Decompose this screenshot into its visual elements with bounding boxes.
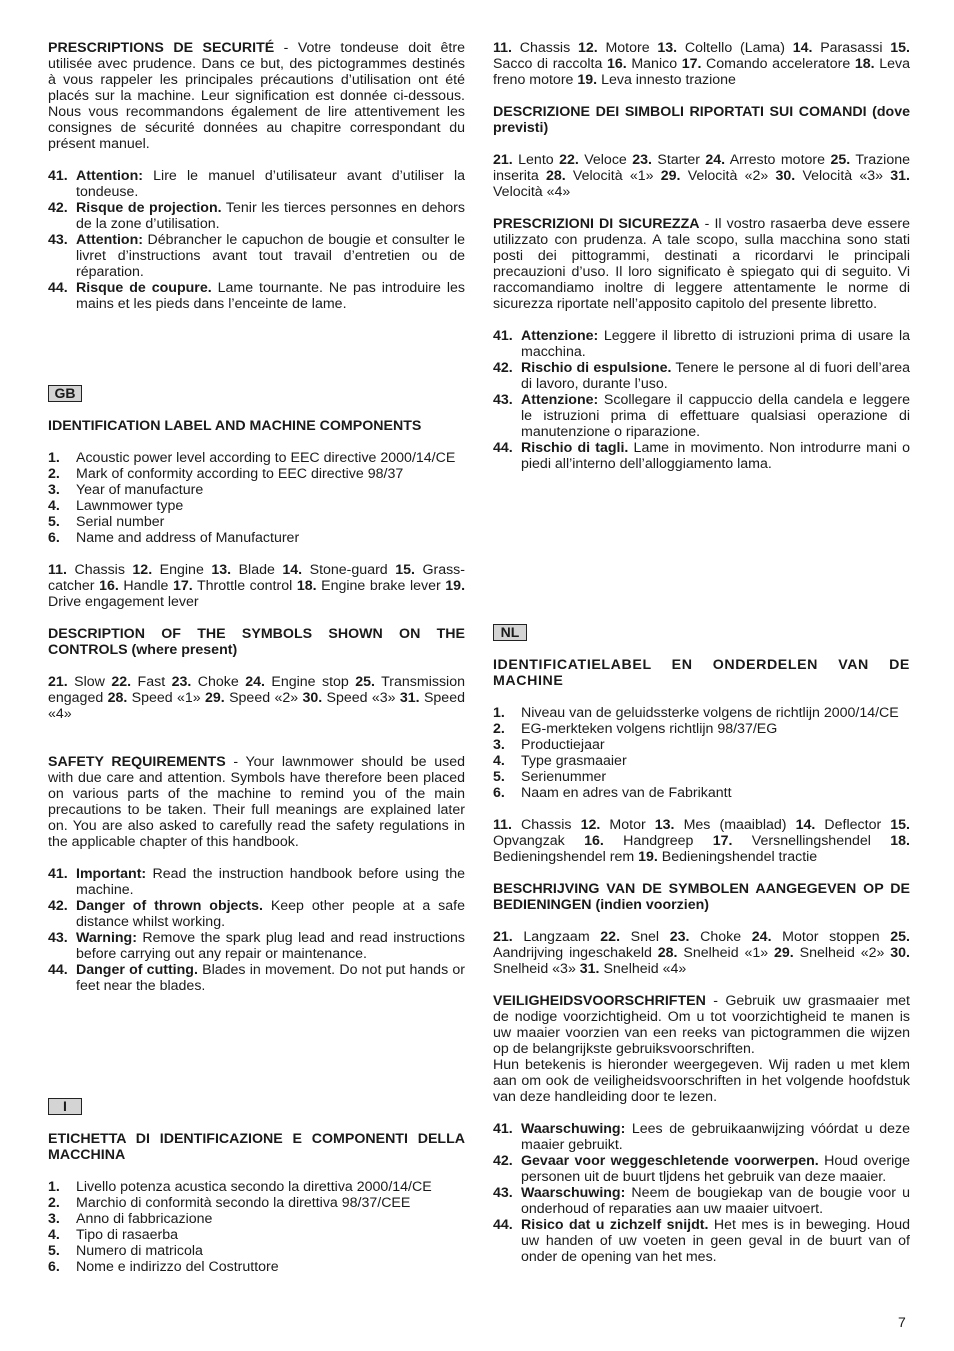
list-item xyxy=(48,168,465,200)
component-number: 12. xyxy=(580,817,601,833)
item-text: Livello potenza acustica secondo la direttiva 2000/14/CE xyxy=(76,1179,432,1195)
item-text: Keep other people at a safe distance whilst working. xyxy=(76,898,465,930)
gb-label-heading: IDENTIFICATION LABEL AND MACHINE COMPONENTS xyxy=(48,418,422,434)
symbol-text: Velocità «1» xyxy=(565,168,661,184)
item-number: 6. xyxy=(48,1259,60,1275)
symbol-text: Lento xyxy=(512,152,560,168)
item-label: Risque de coupure. xyxy=(76,280,212,296)
list-item xyxy=(493,1153,910,1185)
item-text: Name and address of Manufacturer xyxy=(76,530,300,546)
component-text: Coltello (Lama) xyxy=(677,40,793,56)
list-item xyxy=(48,200,465,232)
list-item xyxy=(48,898,465,930)
symbol-text: Trazione inserita xyxy=(493,152,910,184)
gb-symbols xyxy=(48,674,465,722)
component-number: 14. xyxy=(282,562,303,578)
list-item xyxy=(493,392,910,440)
list-item xyxy=(48,1211,465,1227)
list-item xyxy=(493,440,910,472)
symbol-text: Snel xyxy=(620,929,670,945)
component-number: 15. xyxy=(890,817,911,833)
symbol-text: Speed «4» xyxy=(48,690,465,722)
symbol-number: 24. xyxy=(245,674,265,690)
symbol-number: 24. xyxy=(751,929,772,945)
item-text: Nome e indirizzo del Costruttore xyxy=(76,1259,279,1275)
it-label-heading: ETICHETTA DI IDENTIFICAZIONE E COMPONENTI DELLA MACCHINA xyxy=(48,1131,465,1163)
component-number: 14. xyxy=(795,817,816,833)
item-number: 42. xyxy=(493,1153,513,1169)
component-text: Deflector xyxy=(815,817,891,833)
component-number: 13. xyxy=(654,817,675,833)
list-item xyxy=(493,360,910,392)
symbol-number: 31. xyxy=(399,690,420,706)
item-text: Anno di fabbricazione xyxy=(76,1211,213,1227)
item-text: Tenir les tierces personnes en dehors de la zone d’utilisation. xyxy=(76,200,465,232)
item-text: Year of manufacture xyxy=(76,482,204,498)
it-components xyxy=(493,40,910,88)
component-number: 19. xyxy=(638,849,658,865)
symbol-number: 28. xyxy=(545,168,566,184)
nl-components xyxy=(493,817,910,865)
fr-safety-intro xyxy=(48,40,465,152)
gb-symbols-heading: DESCRIPTION OF THE SYMBOLS SHOWN ON THE CONTROLS (where present) xyxy=(48,626,465,658)
it-safety-title: PRESCRIZIONI DI SICUREZZA xyxy=(493,216,700,232)
symbol-number: 22. xyxy=(600,929,621,945)
item-number: 43. xyxy=(493,1185,513,1201)
item-text: Read the instruction handbook before using the machine. xyxy=(76,866,465,898)
list-item xyxy=(493,721,910,737)
item-number: 4. xyxy=(493,753,505,769)
item-number: 6. xyxy=(493,785,505,801)
item-text: Acoustic power level according to EEC directive 2000/14/CE xyxy=(76,450,456,466)
it-safety-intro xyxy=(493,216,910,312)
component-text: Leva innesto trazione xyxy=(597,72,736,88)
list-item xyxy=(493,328,910,360)
item-label: Rischio di espulsione. xyxy=(521,360,672,376)
item-label: Rischio di tagli. xyxy=(521,440,629,456)
list-item xyxy=(48,450,465,466)
list-item xyxy=(493,737,910,753)
item-text: Type grasmaaier xyxy=(521,753,627,769)
symbol-number: 25. xyxy=(890,929,910,945)
component-number: 12. xyxy=(577,40,598,56)
component-text: Versnellingshendel xyxy=(732,833,891,849)
component-number: 18. xyxy=(890,833,910,849)
component-text: Bedieningshendel rem xyxy=(493,849,639,865)
component-text: Comando acceleratore xyxy=(701,56,855,72)
nl-safety-intro-continued: Hun betekenis is hieronder weergegeven. Wij raden u met klem aan om ook de veiligheidsvoorschriften in het volgende hoofdstuk van deze handleiding door te lezen. xyxy=(493,1057,910,1105)
item-text: Naam en adres van de Fabrikantt xyxy=(521,785,732,801)
item-number: 41. xyxy=(48,168,68,184)
item-label: Warning: xyxy=(76,930,137,946)
item-text: Lire le manuel d’utilisateur avant d’utiliser la tondeuse. xyxy=(76,168,465,200)
item-label: Attenzione: xyxy=(521,392,599,408)
list-item xyxy=(48,530,465,546)
component-number: 15. xyxy=(395,562,415,578)
list-item xyxy=(48,1259,465,1275)
symbol-number: 29. xyxy=(205,690,225,706)
list-item xyxy=(48,466,465,482)
item-number: 1. xyxy=(48,450,60,466)
component-number: 13. xyxy=(657,40,678,56)
language-badge-nl: NL xyxy=(493,624,527,641)
item-number: 4. xyxy=(48,1227,60,1243)
symbol-number: 25. xyxy=(830,152,851,168)
item-number: 6. xyxy=(48,530,60,546)
component-text: Motor xyxy=(600,817,655,833)
symbol-text: Aandrijving ingeschakeld xyxy=(493,945,658,961)
item-label: Important: xyxy=(76,866,147,882)
symbol-number: 22. xyxy=(559,152,579,168)
item-label: Attention: xyxy=(76,168,143,184)
list-item xyxy=(48,1227,465,1243)
symbol-number: 29. xyxy=(660,168,681,184)
component-text: Mes (maaiblad) xyxy=(674,817,796,833)
fr-safety-list xyxy=(48,168,465,312)
list-item xyxy=(48,1195,465,1211)
component-text: Blade xyxy=(231,562,283,578)
nl-safety-title: VEILIGHEIDSVOORSCHRIFTEN xyxy=(493,993,706,1009)
item-number: 4. xyxy=(48,498,60,514)
symbol-text: Fast xyxy=(131,674,172,690)
component-number: 13. xyxy=(211,562,232,578)
item-text: Het mes is in beweging. Houd uw handen of uw voeten in geen geval in de buurt van of onder de opening van het mes. xyxy=(521,1217,910,1265)
it-safety-intro-text: - Il vostro rasaerba deve essere utilizzato con prudenza. A tale scopo, sulla macchina sono stati posti dei pittogrammi, destinati a ricordarvi le principali precauzioni d’uso. Il loro significato è spiegato qui di seguito. Vi raccomandiamo inoltre di leggere attentamente le norme di sicurezza riportate nell’apposito capitolo del presente libretto. xyxy=(493,216,911,312)
item-text: Scollegare il cappuccio della candela e leggere le istruzioni prima di effettuare qualsiasi operazione di manutenzione o riparazione. xyxy=(521,392,910,440)
component-number: 19. xyxy=(445,578,466,594)
item-text: Leggere il libretto di istruzioni prima di usare la macchina. xyxy=(521,328,910,360)
nl-safety-intro-text: - Gebruik uw grasmaaier met de nodige voorzichtigheid. Om u tot voorzichtigheid te manen is uw maaier voorzien van een reeks van pictogrammen die wijzen op de belangrijkste gebruiksvoorschriften. xyxy=(493,993,910,1057)
list-item xyxy=(48,498,465,514)
symbol-text: Choke xyxy=(191,674,246,690)
symbol-number: 29. xyxy=(774,945,794,961)
item-text: Mark of conformity according to EEC directive 98/37 xyxy=(76,466,404,482)
item-text: Niveau van de geluidssterke volgens de richtlijn 2000/14/CE xyxy=(521,705,899,721)
symbol-text: Starter xyxy=(651,152,706,168)
nl-safety-list xyxy=(493,1121,910,1265)
it-symbols-heading: DESCRIZIONE DEI SIMBOLI RIPORTATI SUI COMANDI (dove previsti) xyxy=(493,104,910,136)
component-number: 15. xyxy=(890,40,910,56)
item-text: Débrancher le capuchon de bougie et consulter le livret d’instructions avant tout travail d’entretien ou de réparation. xyxy=(76,232,465,280)
list-item xyxy=(48,482,465,498)
gb-safety-list xyxy=(48,866,465,994)
item-label: Risico dat u zichzelf snijdt. xyxy=(521,1217,709,1233)
symbol-text: Snelheid «2» xyxy=(793,945,891,961)
symbol-text: Velocità «3» xyxy=(795,168,891,184)
item-number: 42. xyxy=(48,898,68,914)
item-label: Attenzione: xyxy=(521,328,599,344)
right-column xyxy=(493,40,910,1265)
component-number: 17. xyxy=(681,56,702,72)
language-badge-it: I xyxy=(48,1098,82,1115)
list-item xyxy=(493,705,910,721)
item-text: Blades in movement. Do not put hands or feet near the blades. xyxy=(76,962,465,994)
item-text: Tipo di rasaerba xyxy=(76,1227,178,1243)
item-text: Houd overige personen uit de buurt tljdens het gebruik van deze maaier. xyxy=(521,1153,910,1185)
symbol-text: Snelheid «1» xyxy=(677,945,775,961)
item-number: 41. xyxy=(493,1121,513,1137)
component-number: 18. xyxy=(854,56,875,72)
item-text: Lawnmower type xyxy=(76,498,184,514)
item-text: Neem de bougiekap van de bougie voor u onderhoud of reparaties aan uw maaier uitvoert. xyxy=(521,1185,910,1217)
symbol-text: Snelheid «3» xyxy=(493,961,580,977)
item-number: 44. xyxy=(48,280,68,296)
symbol-text: Velocità «2» xyxy=(680,168,776,184)
item-number: 2. xyxy=(48,466,60,482)
item-number: 1. xyxy=(493,705,505,721)
item-number: 42. xyxy=(493,360,513,376)
item-number: 5. xyxy=(493,769,505,785)
symbol-number: 23. xyxy=(669,929,690,945)
item-number: 43. xyxy=(48,930,68,946)
symbol-number: 21. xyxy=(493,152,513,168)
gb-safety-intro-text: - Your lawnmower should be used with due care and attention. Symbols have therefore been placed on various parts of the machine to remind you of the main precautions to be taken. Their full meanings are explained later on. You are also asked to carefully read the safety regulations in the applicable chapter of this handbook. xyxy=(48,754,465,850)
component-number: 18. xyxy=(296,578,317,594)
item-text: Lame in movimento. Non introdurre mani o piedi all’interno dell’alloggiamento lama. xyxy=(521,440,910,472)
list-item xyxy=(48,514,465,530)
component-text: Manico xyxy=(626,56,682,72)
symbol-text: Motor stoppen xyxy=(771,929,891,945)
item-number: 5. xyxy=(48,1243,60,1259)
left-column xyxy=(48,40,465,1275)
component-number: 17. xyxy=(172,578,193,594)
fr-safety-title: PRESCRIPTIONS DE SECURITÉ xyxy=(48,40,275,56)
item-number: 44. xyxy=(48,962,68,978)
item-number: 5. xyxy=(48,514,60,530)
symbol-number: 23. xyxy=(632,152,652,168)
component-text: Opvangzak xyxy=(493,833,585,849)
component-number: 16. xyxy=(584,833,604,849)
gb-safety-intro xyxy=(48,754,465,850)
list-item xyxy=(493,1185,910,1217)
item-text: EG-merkteken volgens richtlijn 98/37/EG xyxy=(521,721,778,737)
component-number: 16. xyxy=(99,578,119,594)
item-text: Lees de gebruikaanwijzing vóórdat u deze maaier gebruikt. xyxy=(521,1121,910,1153)
list-item xyxy=(48,962,465,994)
item-label: Risque de projection. xyxy=(76,200,222,216)
component-text: Leva freno motore xyxy=(493,56,910,88)
nl-symbols-heading: BESCHRIJVING VAN DE SYMBOLEN AANGEGEVEN OP DE BEDIENINGEN (indien voorzien) xyxy=(493,881,910,913)
component-text: Bedieningshendel tractie xyxy=(657,849,818,865)
gb-safety-title: SAFETY REQUIREMENTS xyxy=(48,754,226,770)
item-number: 3. xyxy=(48,1211,60,1227)
symbol-number: 30. xyxy=(890,945,910,961)
page-number: 7 xyxy=(898,1314,906,1330)
component-text: Throttle control xyxy=(192,578,297,594)
fr-safety-intro-text: - Votre tondeuse doit être utilisée avec prudence. Dans ce but, des pictogrammes destinés à vous rappeler les principales précautions d’utilisation ont été placés sur la machine. Leur signification est donnée ci-dessous. Nous vous recommandons également de lire attentivement les consignes de sécurité données au chapitre correspondant du présent manuel. xyxy=(48,40,465,152)
symbol-text: Velocità «4» xyxy=(493,184,571,200)
item-label: Gevaar voor weggeschletende voorwerpen. xyxy=(521,1153,819,1169)
nl-safety-intro xyxy=(493,993,910,1057)
symbol-number: 21. xyxy=(493,929,513,945)
symbol-number: 31. xyxy=(890,168,910,184)
item-number: 3. xyxy=(493,737,505,753)
it-safety-list xyxy=(493,328,910,472)
nl-label-list xyxy=(493,705,910,801)
symbol-number: 23. xyxy=(171,674,192,690)
symbol-number: 31. xyxy=(579,961,600,977)
component-text: Chassis xyxy=(511,817,581,833)
component-text: Engine brake lever xyxy=(316,578,446,594)
item-number: 2. xyxy=(493,721,505,737)
component-text: Chassis xyxy=(511,40,578,56)
symbol-text: Speed «2» xyxy=(224,690,303,706)
component-text: Motore xyxy=(597,40,658,56)
component-text: Parasassi xyxy=(812,40,891,56)
component-text: Engine xyxy=(152,562,212,578)
list-item xyxy=(493,1217,910,1265)
component-number: 17. xyxy=(712,833,733,849)
item-number: 1. xyxy=(48,1179,60,1195)
component-text: Handgreep xyxy=(603,833,713,849)
gb-label-list xyxy=(48,450,465,546)
symbol-text: Speed «1» xyxy=(127,690,206,706)
component-number: 16. xyxy=(607,56,627,72)
list-item xyxy=(48,930,465,962)
list-item xyxy=(48,280,465,312)
symbol-number: 30. xyxy=(302,690,323,706)
item-number: 41. xyxy=(48,866,68,882)
symbol-text: Engine stop xyxy=(264,674,356,690)
symbol-text: Transmission engaged xyxy=(48,674,465,706)
item-text: Marchio di conformità secondo la direttiva 98/37/CEE xyxy=(76,1195,411,1211)
symbol-number: 28. xyxy=(657,945,678,961)
symbol-text: Slow xyxy=(67,674,112,690)
symbol-text: Snelheid «4» xyxy=(599,961,687,977)
item-number: 44. xyxy=(493,1217,513,1233)
item-label: Waarschuwing: xyxy=(521,1121,626,1137)
component-number: 11. xyxy=(493,40,512,56)
item-number: 42. xyxy=(48,200,68,216)
it-label-list xyxy=(48,1179,465,1275)
item-number: 41. xyxy=(493,328,513,344)
symbol-number: 21. xyxy=(48,674,68,690)
item-text: Numero di matricola xyxy=(76,1243,203,1259)
it-symbols xyxy=(493,152,910,200)
component-number: 14. xyxy=(792,40,813,56)
list-item xyxy=(493,769,910,785)
symbol-text: Speed «3» xyxy=(322,690,400,706)
symbol-number: 24. xyxy=(705,152,726,168)
component-text: Grass-catcher xyxy=(48,562,466,594)
list-item xyxy=(48,866,465,898)
item-text: Tenere le persone al di fuori dell’area di lavoro, durante l’uso. xyxy=(521,360,910,392)
item-text: Serial number xyxy=(76,514,165,530)
list-item xyxy=(493,1121,910,1153)
nl-label-heading: IDENTIFICATIELABEL EN ONDERDELEN VAN DE MACHINE xyxy=(493,657,910,689)
item-text: Lame tournante. Ne pas introduire les mains et les pieds dans l’enceinte de lame. xyxy=(76,280,465,312)
symbol-text: Langzaam xyxy=(512,929,601,945)
component-number: 19. xyxy=(577,72,598,88)
item-number: 3. xyxy=(48,482,60,498)
component-text: Stone-guard xyxy=(302,562,396,578)
symbol-number: 22. xyxy=(111,674,132,690)
symbol-text: Choke xyxy=(689,929,752,945)
item-text: Remove the spark plug lead and read instructions before carrying out any repair or maintenance. xyxy=(76,930,465,962)
list-item xyxy=(48,1179,465,1195)
language-badge-gb: GB xyxy=(48,385,82,402)
list-item xyxy=(493,785,910,801)
symbol-text: Veloce xyxy=(578,152,633,168)
component-text: Chassis xyxy=(66,562,133,578)
list-item xyxy=(48,232,465,280)
symbol-number: 25. xyxy=(355,674,375,690)
gb-components xyxy=(48,562,465,610)
item-number: 43. xyxy=(48,232,68,248)
component-text: Sacco di raccolta xyxy=(493,56,607,72)
component-text: Drive engagement lever xyxy=(48,594,199,610)
component-text: Handle xyxy=(118,578,173,594)
component-number: 11. xyxy=(48,562,67,578)
symbol-number: 30. xyxy=(775,168,796,184)
symbol-text: Arresto motore xyxy=(725,152,831,168)
item-text: Serienummer xyxy=(521,769,607,785)
component-number: 12. xyxy=(132,562,153,578)
item-label: Waarschuwing: xyxy=(521,1185,626,1201)
component-number: 11. xyxy=(493,817,512,833)
item-number: 44. xyxy=(493,440,513,456)
item-number: 2. xyxy=(48,1195,60,1211)
item-label: Danger of cutting. xyxy=(76,962,198,978)
item-label: Attention: xyxy=(76,232,143,248)
item-number: 43. xyxy=(493,392,513,408)
list-item xyxy=(493,753,910,769)
list-item xyxy=(48,1243,465,1259)
symbol-number: 28. xyxy=(107,690,128,706)
item-text: Productiejaar xyxy=(521,737,605,753)
item-label: Danger of thrown objects. xyxy=(76,898,263,914)
nl-symbols xyxy=(493,929,910,977)
